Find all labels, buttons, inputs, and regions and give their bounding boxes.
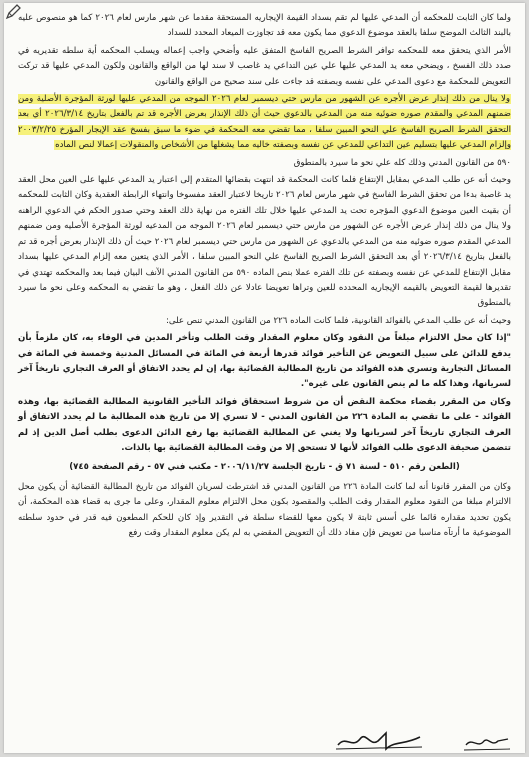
appeal-citation: (الطعن رقم ٥١٠ - لسنة ٧١ ق - تاريخ الجلسة ٢٠٠٦/١١/٢٧ - مكتب فني ٥٧ - رقم الصفحة ٧٤٥) bbox=[69, 462, 460, 473]
paragraph-10: وكان من المقرر قانونا أنه لما كانت المادة ٢٢٦ من القانون المدني قد اشترطت لسريان الفوائد من تاريخ المطالبة القضائية أن يكون محل الالتزام مبلغا من النقود معلوم المقدار وقت الطلب والمقصود بكون محل الالتزام معلوم المقدار، وعلى ما جرى به قضاء هذه المحكمة، أن يكون تحديد مقداره قائما على أسس ثابتة لا يكون معها للقضاء سلطة في التقدير وإذ كان للحكم المطعون فيه قدر في حدود سلطته الموضوعية ما أرتآه مناسبا من تعويض فإن مفاد ذلك أن التعويض المقضي به لم يكن معلوم المقدار وقت رفع bbox=[18, 481, 511, 538]
law-quote: "إذا كان محل الالتزام مبلغاً من النقود وكان معلوم المقدار وقت الطلب وتأخر المدين في الوفاء به، كان ملزماً بأن يدفع للدائن على سبيل التعويض عن التأخير فوائد قدرها أربعة في المائة في المسائل المدنية وخمسة في المائة في المسائل التجارية وتسري هذه الفوائد من تاريخ المطالبة القضائية بها، إن لم يحدد الاتفاق أو العرف التجاري تاريخاً آخر لسريانها، وهذا كله ما لم ينص القانون على غيره". bbox=[18, 333, 511, 390]
clerk-initials bbox=[462, 731, 512, 753]
highlight-mark: ولا ينال من ذلك إنذار عرض الأجره عن الشهور من مارس حتي ديسمبر لعام ٢٠٢٦ الموجه من المدعي عليها لورثة المؤجرة الأصلية ومن ضمنهم المدعي والمقدم صوره ضوئيه منه من المدعي بالدعوي حيث أن ذلك الإنذار بعرض الأجره قد تم بالفعل بتاريخ ٢٠٢٦/٣/١٤ أي بعد التحقق الشرط الصريح الفاسخ علي النحو المبين سلفا ، مما تقضي معه المحكمة في ضوء ما سبق بفسخ عقد الإيجار المؤرخ ٢٠٠٣/٢/٢٥ وإلزام المدعي عليها بتسليم عين التداعي للمدعي عن نفسه وبصفته خاليه مما يشغلها من الأشخاص والمنقولات إعمالا لنص الماده bbox=[18, 94, 511, 151]
paragraph-1: ولما كان الثابت للمحكمه أن المدعي عليها لم تقم بسداد القيمة الإيجاريه المستحقة مقدما عن شهر مارس لعام ٢٠٢٦ كما هو منصوص عليه بالبند الثالث الموضح سلفا بالعقد موضوع الدعوي مما يكون معه قد تجاوزت الميعاد المحدد للسداد bbox=[18, 13, 511, 39]
document-page bbox=[4, 3, 525, 753]
paragraph-5: وحيث أنه عن طلب المدعي بمقابل الإنتفاع فلما كانت المحكمة قد انتهت بقضائها المتقدم إلى اعتبار يد المدعي عليها على العين محل العقد يد غاصبة بدءا من تحقق الشرط الفاسخ في شهر مارس لعام ٢٠٢٦ تاريخا لاعتبار العقد مفسوخا وانتهاء الرابطة العقدية وكان الثابت للمحكمه أن بقيت العين موضوع الدعوي المؤجره تحت يد المدعي عليها خلال تلك الفتره من نهاية ذلك العقد وحتي صدور الحكم في الدعوي الراهنه ولا ينال من ذلك إنذار عرض الأجره عن الشهور من مارس حتي ديسمبر لعام ٢٠٢٦ الموجه من المدعيه لورثة المؤجرة الأصليه ومن ضمنهم المدعي المقدم صوره ضوئيه منه من المدعي بالدعوي عن الشهور من مارس حتي ديسمبر لعام ٢٠٢٦ حيث أن ذلك الإنذار بعرض أجره قد تم بالفعل بتاريخ ٢٠٢٦/٣/١٤ أي بعد التحقق الشرط الصريح الفاسخ علي النحو المبين سلفا ، الأمر الذي يتعين معه إلزام المدعي عليها بسداد مقابل الإنتفاع للمدعي عن نفسه وبصفته عن تلك الفتره عملا بنص الماده ٥٩٠ من القانون المدني الآنف البيان فيما بعد والمحكمه تهتدي في تقديرها لقيمة التعويض بالقيمه الإيجاريه المحدده للعين وتراها تعويضا عادلا عن ذلك الفعل ، وهو ما تقضي به المحكمه وعلى نحو ما سيرد بالمنطوق bbox=[18, 175, 512, 309]
paragraph-6: وحيث أنه عن طلب المدعي بالفوائد القانونية، فلما كانت الماده ٢٢٦ من القانون المدني تنص على: bbox=[165, 315, 511, 326]
paragraph-2: الأمر الذي يتحقق معه للمحكمه توافر الشرط الصريح الفاسخ المتفق عليه وأضحي واجب إعماله ويسلب المحكمه أية سلطه تقديريه في صدد ذلك الفسخ ، ويضحي معه يد المدعي عليها علي عين التداعي يد غاصب لا سند لها من الواقع والقانون ولكون المدعي عليها قد تركت التعويض للمحكمة مع دعوى المدعي على نفسه وبصفته قد جاءت على سند صحيح من الواقع والقانون bbox=[18, 45, 511, 87]
judge-signature bbox=[334, 727, 424, 753]
paragraph-4: ٥٩٠ من القانون المدني وذلك كله علي نحو ما سيرد بالمنطوق bbox=[293, 157, 511, 168]
document-body bbox=[18, 11, 511, 543]
paragraph-3-highlighted bbox=[18, 92, 511, 154]
court-precedent: وكان من المقرر بقضاء محكمة النقض أن من شروط استحقاق فوائد التأخير القانونية المطالبة القضائية بها، وهذه الفوائد - على ما تقضي به المادة ٢٢٦ من القانون المدني - لا تسري إلا من تاريخ هذه المطالبة ما لم يحدد الاتفاق أو العرف التجاري تاريخاً آخر لسريانها ولا يغني عن المطالبة القضائية بها رفع الدائن الدعوى بطلب أصل الدين إذ لم تتضمن صحيفة الدعوى طلب الفوائد لأنها لا تستحق إلا من وقت المطالبة القضائية بها بالذات. bbox=[18, 396, 511, 453]
